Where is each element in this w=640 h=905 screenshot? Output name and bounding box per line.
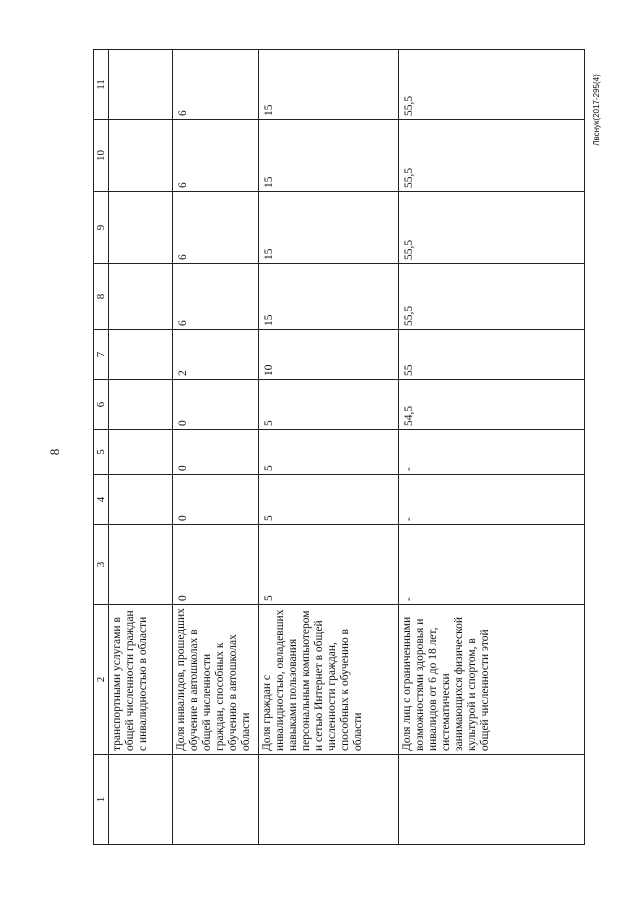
indicator-name-cell: Доля инвалидов, прошедших обучение в автошколах в общей численности граждан, способных к обучению в автошколах области [173, 605, 259, 755]
header-cell: 3 [94, 525, 109, 605]
header-cell: 2 [94, 605, 109, 755]
value-cell: 5 [259, 525, 399, 605]
header-row [94, 50, 109, 845]
value-cell: 15 [259, 192, 399, 264]
value-cell: 5 [259, 430, 399, 475]
header-cell: 5 [94, 430, 109, 475]
value-cell: 10 [259, 330, 399, 380]
value-cell: 15 [259, 50, 399, 120]
value-cell [109, 330, 173, 380]
page-number: 8 [47, 448, 62, 456]
value-cell: 0 [173, 475, 259, 525]
value-cell: - [399, 430, 585, 475]
header-cell: 1 [94, 755, 109, 845]
header-cell: 6 [94, 380, 109, 430]
table-row [173, 50, 259, 845]
value-cell: 15 [259, 264, 399, 330]
value-cell: 55,5 [399, 120, 585, 192]
value-cell: 0 [173, 525, 259, 605]
row-number-cell [173, 755, 259, 845]
header-cell: 8 [94, 264, 109, 330]
value-cell: 0 [173, 430, 259, 475]
value-cell: 6 [173, 50, 259, 120]
value-cell [109, 525, 173, 605]
header-cell: 4 [94, 475, 109, 525]
value-cell: 55,5 [399, 50, 585, 120]
indicator-name-cell: Доля граждан с инвалидностью, овладевших навыками пользования персональным компьютером и сетью Интернет в общей численности граждан, способных к обучению в области [259, 605, 399, 755]
value-cell [109, 380, 173, 430]
value-cell: 55,5 [399, 192, 585, 264]
value-cell: 55,5 [399, 264, 585, 330]
value-cell [109, 264, 173, 330]
header-cell: 10 [94, 120, 109, 192]
header-cell: 9 [94, 192, 109, 264]
value-cell [109, 475, 173, 525]
value-cell: 15 [259, 120, 399, 192]
value-cell: 6 [173, 120, 259, 192]
table-row [259, 50, 399, 845]
value-cell [109, 192, 173, 264]
table-row [109, 50, 173, 845]
value-cell: - [399, 525, 585, 605]
table-row [399, 50, 585, 845]
header-cell: 11 [94, 50, 109, 120]
document-code: Лвснук(2017-295(4) [592, 74, 601, 146]
header-cell: 7 [94, 330, 109, 380]
row-number-cell [259, 755, 399, 845]
value-cell: 5 [259, 475, 399, 525]
row-number-cell [399, 755, 585, 845]
indicator-table [93, 49, 585, 845]
value-cell: - [399, 475, 585, 525]
value-cell: 2 [173, 330, 259, 380]
value-cell: 54,5 [399, 380, 585, 430]
value-cell [109, 430, 173, 475]
value-cell [109, 120, 173, 192]
rotated-table-area [93, 50, 583, 845]
value-cell: 55 [399, 330, 585, 380]
value-cell: 5 [259, 380, 399, 430]
indicator-name-cell: транспортными услугами в общей численности граждан с инвалидностью в области [109, 605, 173, 755]
row-number-cell [109, 755, 173, 845]
indicator-name-cell: Доля лиц с ограниченными возможностями здоровья и инвалидов от 6 до 18 лет, систематически занимающихся физической культурой и спортом, в общей численности этой [399, 605, 585, 755]
value-cell [109, 50, 173, 120]
value-cell: 6 [173, 264, 259, 330]
value-cell: 6 [173, 192, 259, 264]
value-cell: 0 [173, 380, 259, 430]
